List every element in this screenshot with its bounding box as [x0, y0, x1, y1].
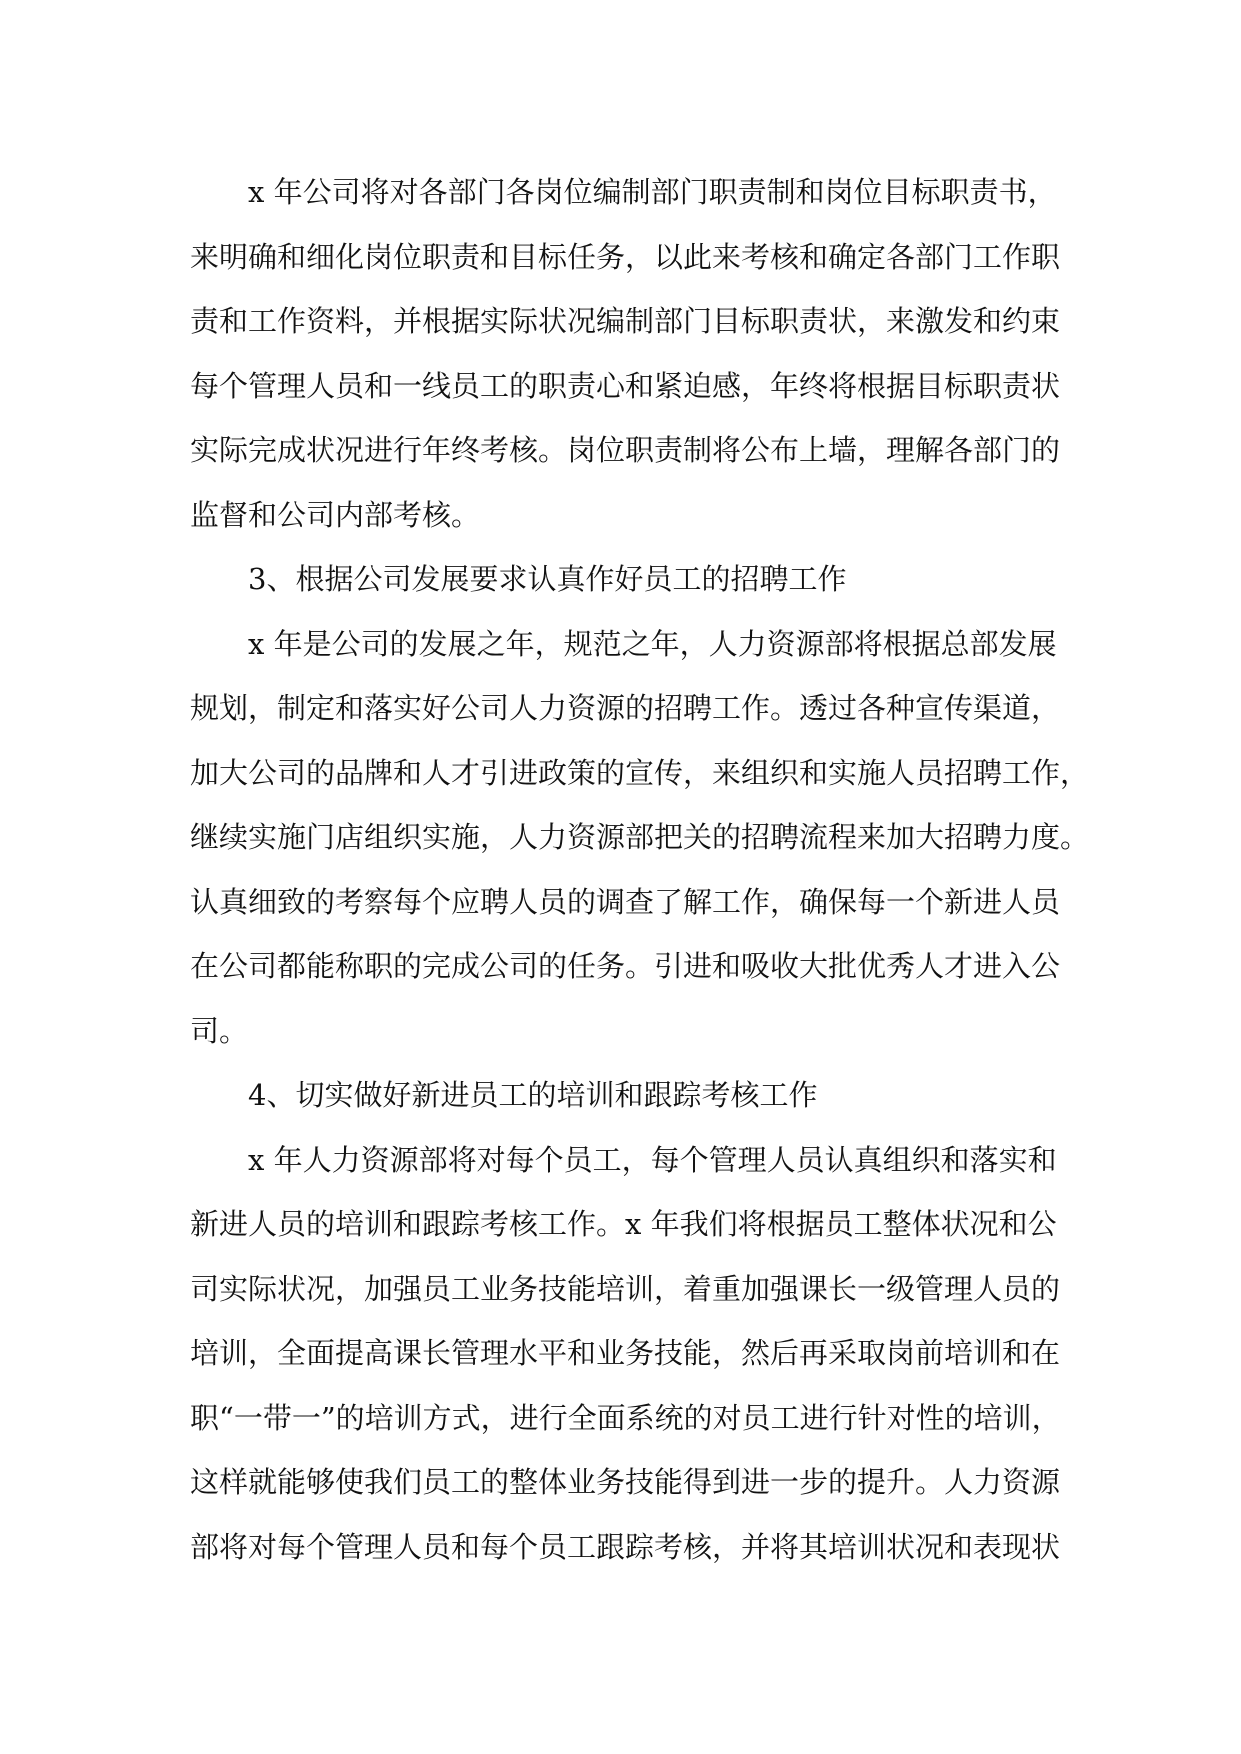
section-heading-recruitment [190, 547, 1056, 612]
text-line: 新进人员的培训和跟踪考核工作。x 年我们将根据员工整体状况和公 [190, 1207, 1057, 1241]
paragraph-responsibility-system [190, 160, 1061, 547]
document-body [190, 160, 1090, 1579]
text-line: 认真细致的考察每个应聘人员的调查了解工作，确保每一个新进人员 [190, 884, 1061, 919]
paragraph-training [190, 1128, 1061, 1580]
text-line: 责和工作资料，并根据实际状况编制部门目标职责状，来激发和约束 [190, 304, 1061, 338]
text-line: 培训，全面提高课长管理水平和业务技能，然后再采取岗前培训和在 [190, 1336, 1061, 1370]
text-line: 职“一带一”的培训方式，进行全面系统的对员工进行针对性的培训， [190, 1400, 1061, 1435]
heading-line: 4、切实做好新进员工的培训和跟踪考核工作 [248, 1078, 818, 1112]
text-line: 这样就能够使我们员工的整体业务技能得到进一步的提升。人力资源 [190, 1465, 1061, 1499]
text-line: x 年公司将对各部门各岗位编制部门职责制和岗位目标职责书， [248, 175, 1057, 209]
text-line: x 年人力资源部将对每个员工，每个管理人员认真组织和落实和 [248, 1142, 1057, 1177]
text-line: 实际完成状况进行年终考核。岗位职责制将公布上墙，理解各部门的 [190, 433, 1061, 467]
text-line: 监督和公司内部考核。 [190, 497, 481, 532]
text-line: 在公司都能称职的完成公司的任务。引进和吸收大批优秀人才进入公 [190, 949, 1061, 983]
paragraph-recruitment [190, 612, 1090, 1064]
text-line: 部将对每个管理人员和每个员工跟踪考核，并将其培训状况和表现状 [190, 1529, 1061, 1564]
text-line: 规划，制定和落实好公司人力资源的招聘工作。透过各种宣传渠道， [190, 691, 1061, 725]
text-line: 司实际状况，加强员工业务技能培训，着重加强课长一级管理人员的 [190, 1271, 1061, 1306]
text-line: 来明确和细化岗位职责和目标任务，以此来考核和确定各部门工作职 [190, 239, 1061, 274]
text-line: 加大公司的品牌和人才引进政策的宣传，来组织和实施人员招聘工作， [190, 755, 1090, 790]
section-heading-training [190, 1063, 1056, 1128]
text-line: x 年是公司的发展之年，规范之年，人力资源部将根据总部发展 [248, 626, 1057, 661]
heading-line: 3、根据公司发展要求认真作好员工的招聘工作 [248, 562, 847, 596]
text-line: 每个管理人员和一线员工的职责心和紧迫感，年终将根据目标职责状 [190, 368, 1061, 403]
text-line: 继续实施门店组织实施，人力资源部把关的招聘流程来加大招聘力度。 [190, 820, 1090, 854]
text-line: 司。 [190, 1013, 249, 1048]
